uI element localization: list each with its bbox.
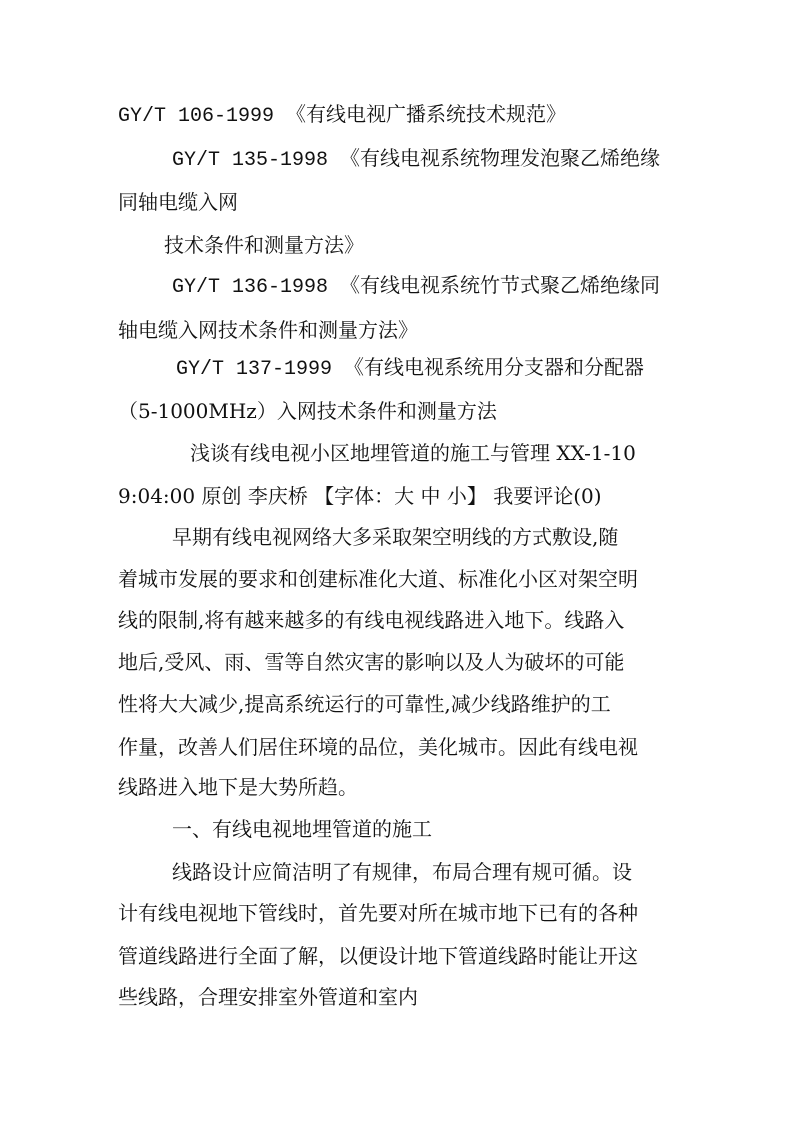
standard-line-135-part1: GY/T 135-1998 《有线电视系统物理发泡聚乙烯绝缘 (172, 149, 661, 172)
standard-line-137-part2: （5-1000MHz）入网技术条件和测量方法 (118, 399, 497, 423)
standard-line-137-part1: GY/T 137-1999 《有线电视系统用分支器和分配器 (176, 358, 645, 381)
standard-line-135-part2: 同轴电缆入网 (118, 190, 238, 214)
paragraph-line: 作量，改善人们居住环境的品位，美化城市。因此有线电视 (118, 735, 638, 759)
paragraph-line: 早期有线电视网络大多采取架空明线的方式敷设,随 (172, 525, 619, 549)
paragraph-line: 地后,受风、雨、雪等自然灾害的影响以及人为破坏的可能 (118, 650, 625, 674)
paragraph-line: 线路进入地下是大势所趋。 (118, 775, 358, 799)
paragraph-line: 线的限制,将有越来越多的有线电视线路进入地下。线路入 (118, 608, 625, 632)
paragraph-line: 计有线电视地下管线时，首先要对所在城市地下已有的各种 (118, 901, 638, 925)
paragraph-line: 些线路，合理安排室外管道和室内 (118, 985, 418, 1009)
standard-line-136-part2: 轴电缆入网技术条件和测量方法》 (118, 318, 418, 342)
paragraph-line: 管道线路进行全面了解，以便设计地下管道线路时能让开这 (118, 944, 638, 968)
standard-line-136-part1: GY/T 136-1998 《有线电视系统竹节式聚乙烯绝缘同 (172, 276, 661, 299)
paragraph-line: 线路设计应简洁明了有规律，布局合理有规可循。设 (172, 860, 632, 884)
article-meta-line: 9:04:00 原创 李庆桥 【字体：大 中 小】 我要评论(0) (118, 484, 602, 508)
paragraph-line: 性将大大减少,提高系统运行的可靠性,减少线路维护的工 (118, 692, 611, 716)
article-title-line: 浅谈有线电视小区地埋管道的施工与管理 XX-1-10 (190, 441, 636, 465)
standard-line-106: GY/T 106-1999 《有线电视广播系统技术规范》 (118, 105, 567, 128)
paragraph-line: 着城市发展的要求和创建标准化大道、标准化小区对架空明 (118, 567, 638, 591)
standard-line-135-part3: 技术条件和测量方法》 (164, 233, 364, 257)
section-heading: 一、有线电视地埋管道的施工 (172, 817, 432, 841)
